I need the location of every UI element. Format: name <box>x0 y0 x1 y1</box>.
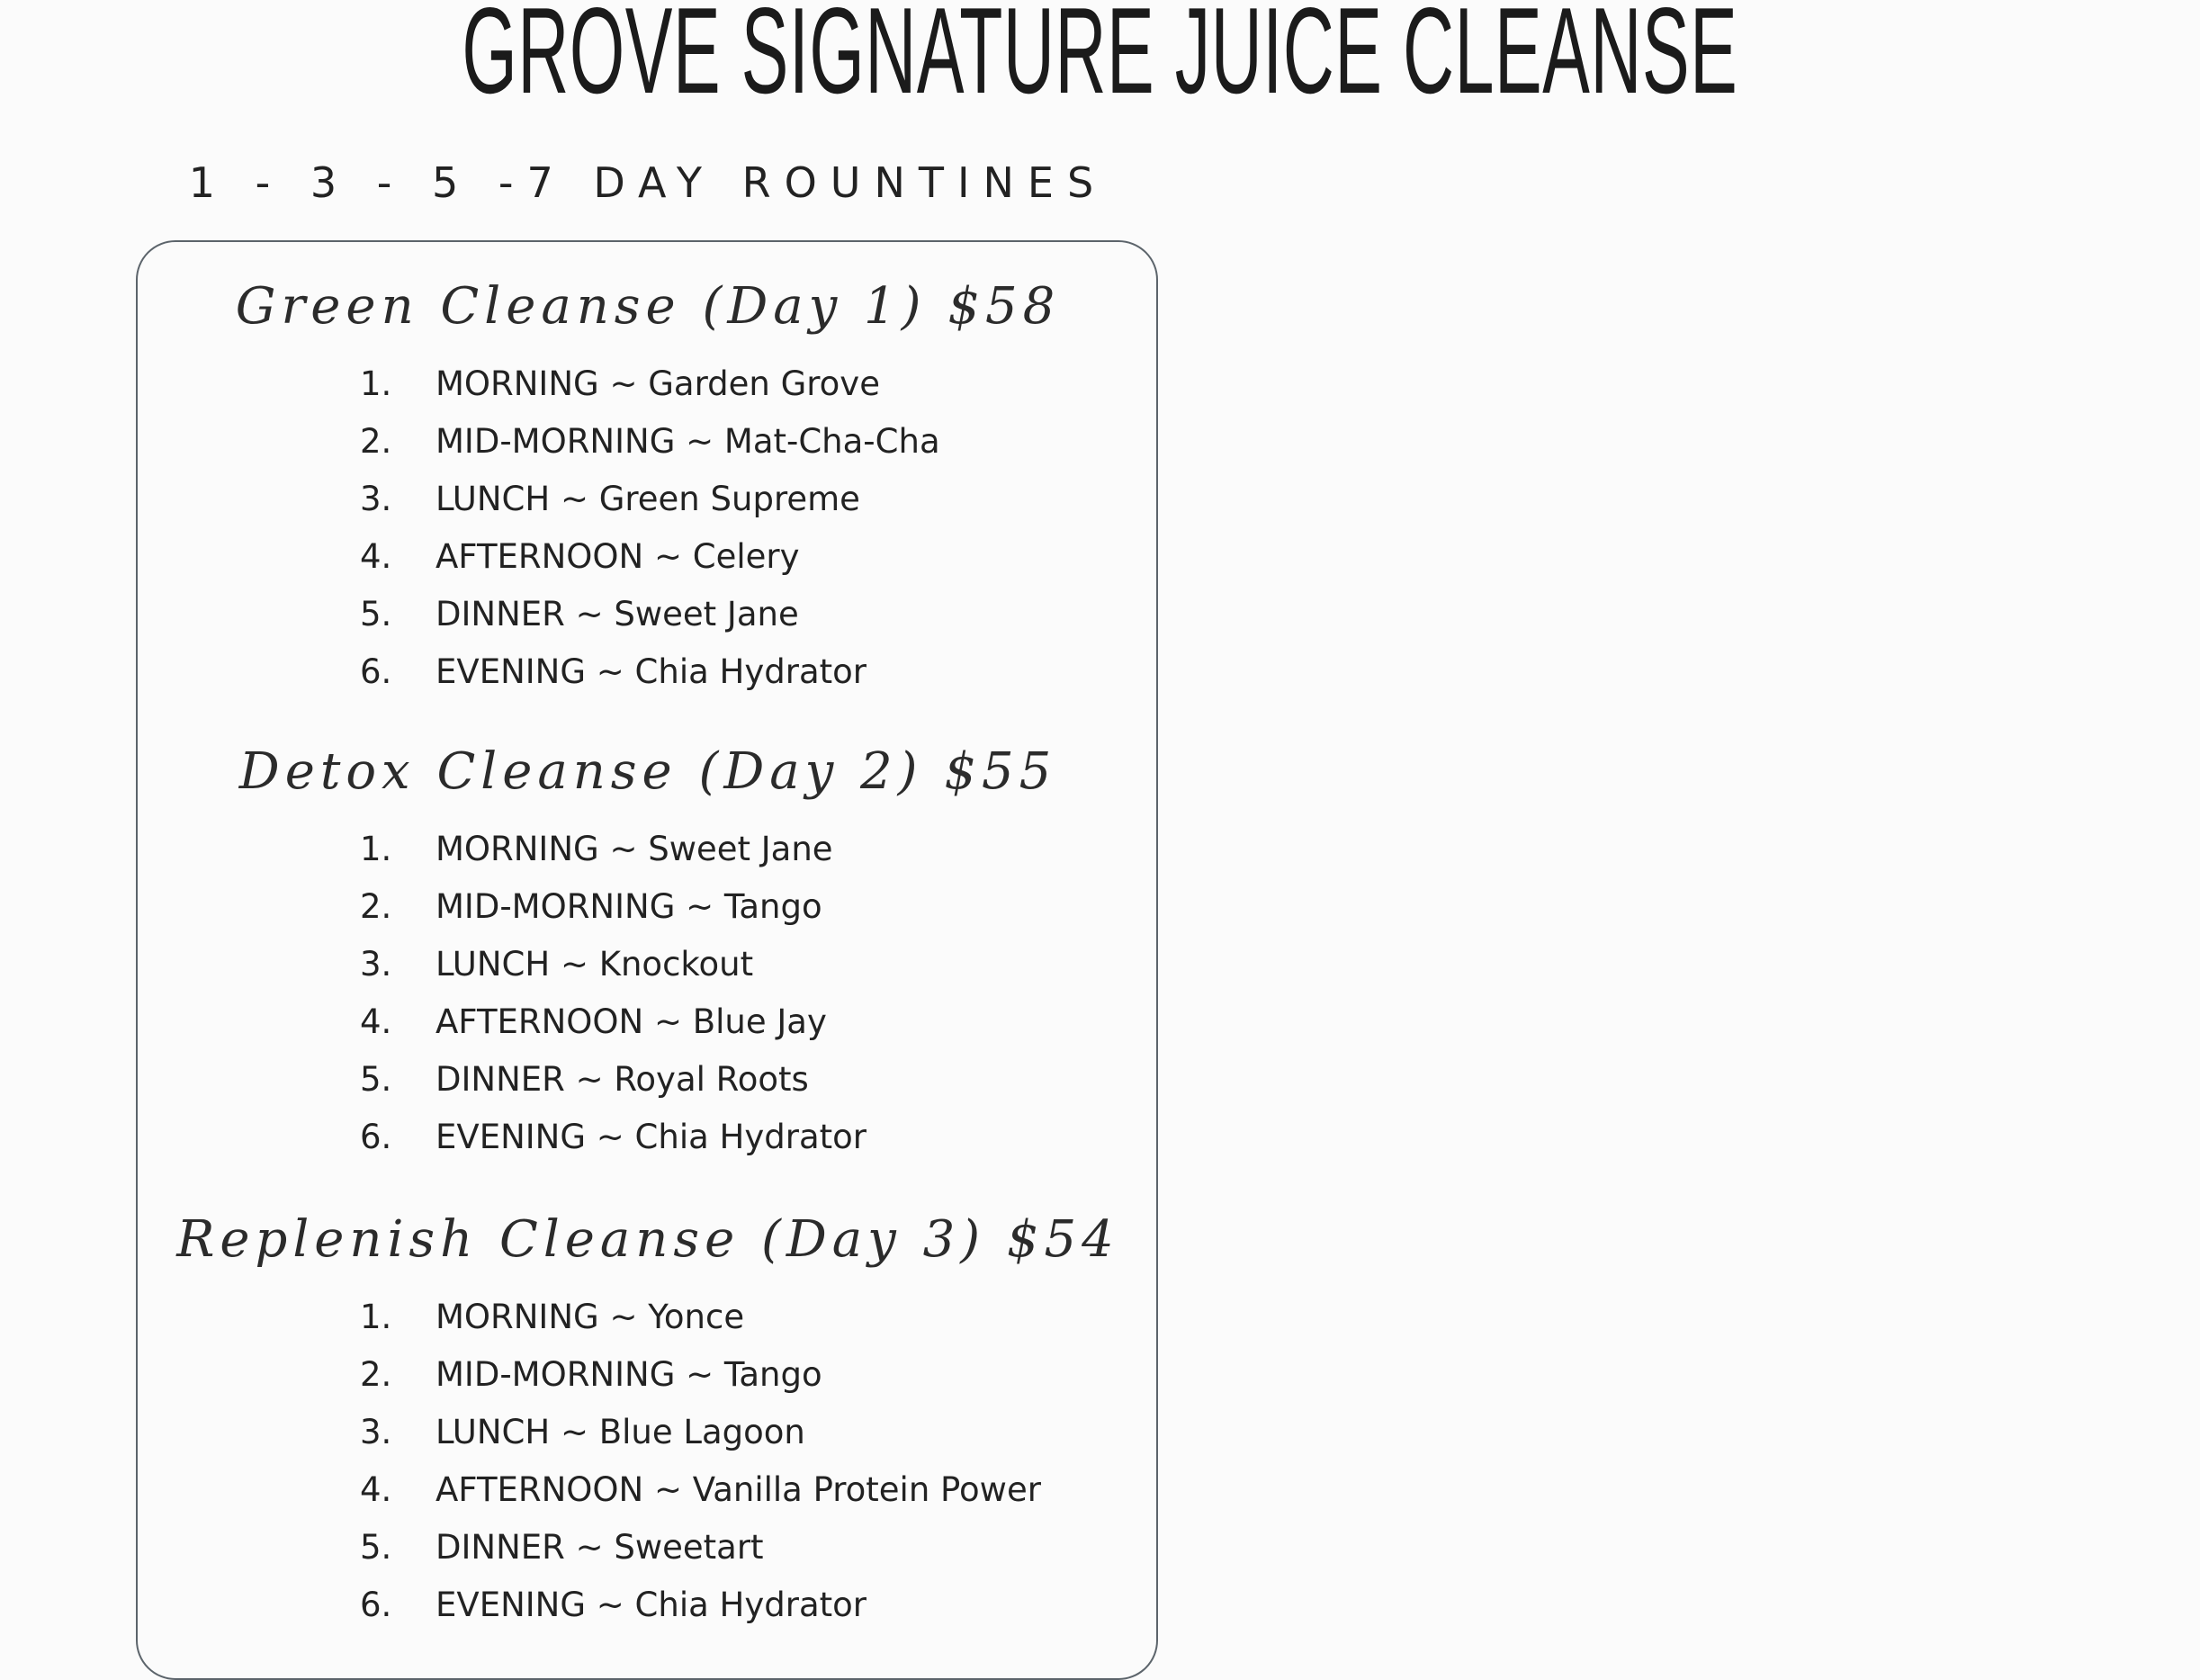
step-text: DINNER ~ Sweet Jane <box>436 595 799 633</box>
step-number: 3. <box>360 480 392 518</box>
step-number: 3. <box>360 945 392 984</box>
step-text: EVENING ~ Chia Hydrator <box>436 652 867 691</box>
section-title-detox-cleanse: Detox Cleanse (Day 2) $55 <box>238 742 1057 801</box>
page-title-text: GROVE SIGNATURE JUICE CLEANSE <box>462 0 1738 119</box>
step-number: 5. <box>360 1528 392 1567</box>
step-text: MID-MORNING ~ Tango <box>436 887 822 926</box>
page-subtitle: 1 - 3 - 5 -7 DAY ROUNTINES <box>188 158 1108 207</box>
step-text: MID-MORNING ~ Mat-Cha-Cha <box>436 422 940 461</box>
step-number: 2. <box>360 887 392 926</box>
step-number: 6. <box>360 1586 392 1624</box>
step-text: AFTERNOON ~ Celery <box>436 537 800 576</box>
step-text: MORNING ~ Garden Grove <box>436 364 880 403</box>
page-title <box>0 0 1738 119</box>
step-number: 6. <box>360 1118 392 1156</box>
step-text: MORNING ~ Sweet Jane <box>436 830 833 868</box>
step-number: 6. <box>360 652 392 691</box>
step-text: DINNER ~ Sweetart <box>436 1528 764 1567</box>
step-text: AFTERNOON ~ Blue Jay <box>436 1002 827 1041</box>
step-text: LUNCH ~ Knockout <box>436 945 754 984</box>
step-number: 4. <box>360 1002 392 1041</box>
step-text: LUNCH ~ Blue Lagoon <box>436 1413 805 1451</box>
step-number: 1. <box>360 1298 392 1336</box>
step-number: 1. <box>360 830 392 868</box>
step-number: 4. <box>360 1470 392 1509</box>
step-number: 1. <box>360 364 392 403</box>
step-text: EVENING ~ Chia Hydrator <box>436 1586 867 1624</box>
step-number: 2. <box>360 422 392 461</box>
step-number: 3. <box>360 1413 392 1451</box>
step-text: LUNCH ~ Green Supreme <box>436 480 860 518</box>
step-text: DINNER ~ Royal Roots <box>436 1060 809 1099</box>
step-number: 4. <box>360 537 392 576</box>
step-text: AFTERNOON ~ Vanilla Protein Power <box>436 1470 1041 1509</box>
step-number: 2. <box>360 1355 392 1394</box>
step-number: 5. <box>360 1060 392 1099</box>
step-text: MID-MORNING ~ Tango <box>436 1355 822 1394</box>
step-text: MORNING ~ Yonce <box>436 1298 745 1336</box>
step-number: 5. <box>360 595 392 633</box>
section-title-replenish-cleanse: Replenish Cleanse (Day 3) $54 <box>176 1210 1119 1269</box>
step-text: EVENING ~ Chia Hydrator <box>436 1118 867 1156</box>
section-title-green-cleanse: Green Cleanse (Day 1) $58 <box>235 277 1061 336</box>
